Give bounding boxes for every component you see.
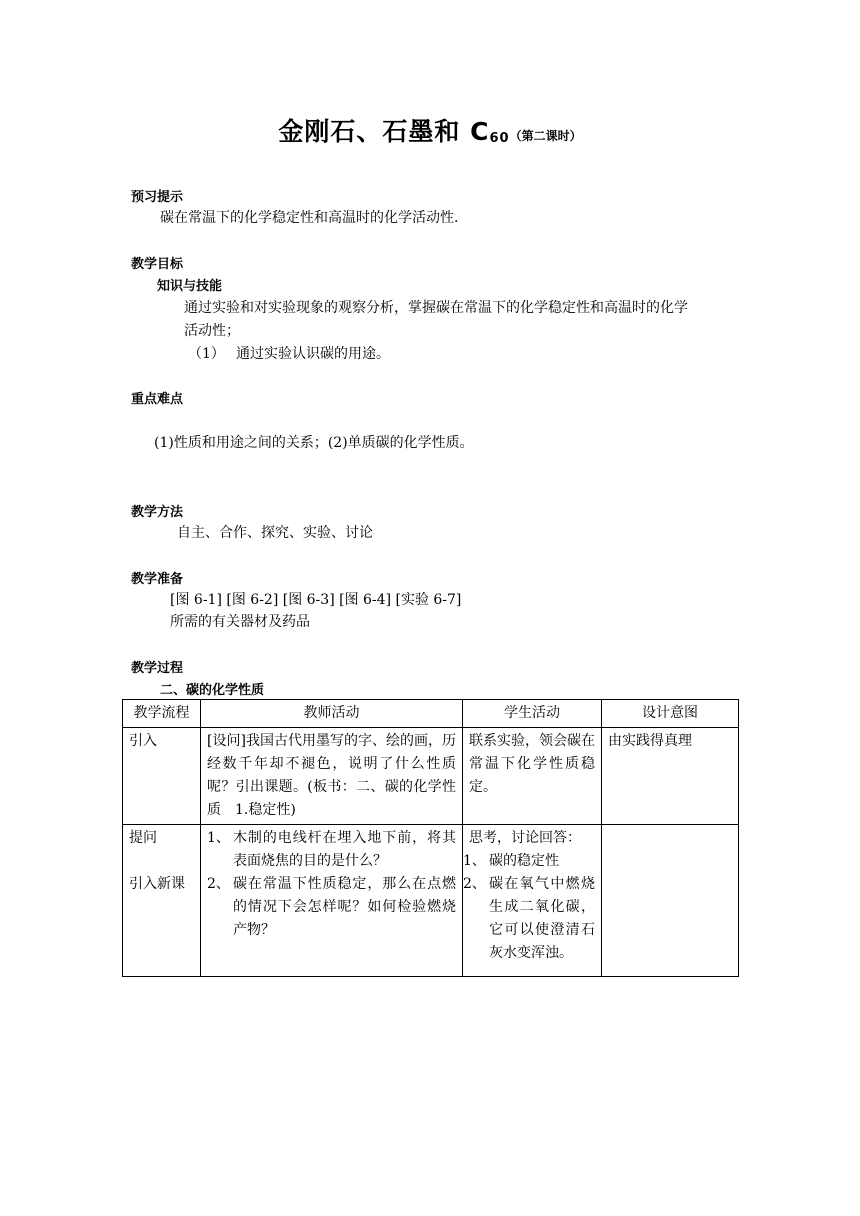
list-item <box>463 850 595 873</box>
row1-teacher: [设问]我国古代用墨写的字、绘的画，历经数千年却不褪色，说明了什么性质呢？引出课题。(板书：二、碳的化学性质 1.稳定性) <box>201 728 463 825</box>
table-header-row <box>123 700 739 728</box>
teacher-item-1-text: 木制的电线杆在埋入地下前，将其表面烧焦的目的是什么？ <box>233 830 456 869</box>
header-student: 学生活动 <box>463 700 602 728</box>
title-main: 金刚石、石墨和 C <box>278 117 490 146</box>
methods-heading: 教学方法 <box>131 505 184 520</box>
title-subscript: 60 <box>489 131 510 146</box>
goals-subheading: 知识与技能 <box>157 279 223 294</box>
student-item-2-text: 碳在氧气中燃烧生成二氧化碳，它可以使澄清石灰水变浑浊。 <box>489 876 595 961</box>
student-intro: 思考，讨论回答： <box>469 830 581 846</box>
page-title <box>0 112 860 148</box>
row1-flow: 引入 <box>123 728 201 825</box>
key-points-heading: 重点难点 <box>131 392 184 407</box>
row2-intent <box>602 825 739 977</box>
teacher-item-2-text: 碳在常温下性质稳定，那么在点燃的情况下会怎样呢？如何检验燃烧产物？ <box>233 876 456 938</box>
goals-item-number: （1） <box>188 346 225 362</box>
student-item-1-text: 碳的稳定性 <box>489 853 559 869</box>
preparation-heading: 教学准备 <box>131 572 184 587</box>
row2-flow <box>123 825 201 977</box>
goals-item-text: 通过实验认识碳的用途。 <box>236 346 390 362</box>
table-row <box>123 728 739 825</box>
header-teacher: 教师活动 <box>201 700 463 728</box>
goals-heading: 教学目标 <box>131 257 184 272</box>
table-row <box>123 825 739 977</box>
header-flow: 教学流程 <box>123 700 201 728</box>
list-item <box>207 873 456 942</box>
process-subheading: 二、碳的化学性质 <box>160 683 265 698</box>
row1-student: 联系实验，领会碳在常温下化学性质稳定。 <box>463 728 602 825</box>
teacher-item-1-number: 1、 <box>207 830 230 846</box>
goals-line-2: 活动性； <box>184 323 240 339</box>
title-note: （第二课时） <box>509 129 582 143</box>
key-points-text: (1)性质和用途之间的关系；(2)单质碳的化学性质。 <box>154 435 474 451</box>
list-item <box>207 827 456 873</box>
preparation-line-1: [图 6-1] [图 6-2] [图 6-3] [图 6-4] [实验 6-7] <box>170 592 462 608</box>
goals-line-1: 通过实验和对实验现象的观察分析，掌握碳在常温下的化学稳定性和高温时的化学 <box>184 300 688 316</box>
preview-heading: 预习提示 <box>131 190 184 205</box>
lesson-table <box>122 699 739 977</box>
student-item-1-number: 1、 <box>463 853 486 869</box>
header-intent: 设计意图 <box>602 700 739 728</box>
row2-student <box>463 825 602 977</box>
row1-intent: 由实践得真理 <box>602 728 739 825</box>
student-item-2-number: 2、 <box>463 876 486 892</box>
preparation-line-2: 所需的有关器材及药品 <box>170 614 310 630</box>
methods-text: 自主、合作、探究、实验、讨论 <box>177 525 373 541</box>
row2-teacher <box>201 825 463 977</box>
teacher-item-2-number: 2、 <box>207 876 230 892</box>
process-heading: 教学过程 <box>131 661 184 676</box>
row2-flow-2: 引入新课 <box>129 876 185 892</box>
list-item <box>463 873 595 965</box>
preview-text: 碳在常温下的化学稳定性和高温时的化学活动性. <box>160 210 459 226</box>
row2-flow-1: 提问 <box>129 830 157 846</box>
